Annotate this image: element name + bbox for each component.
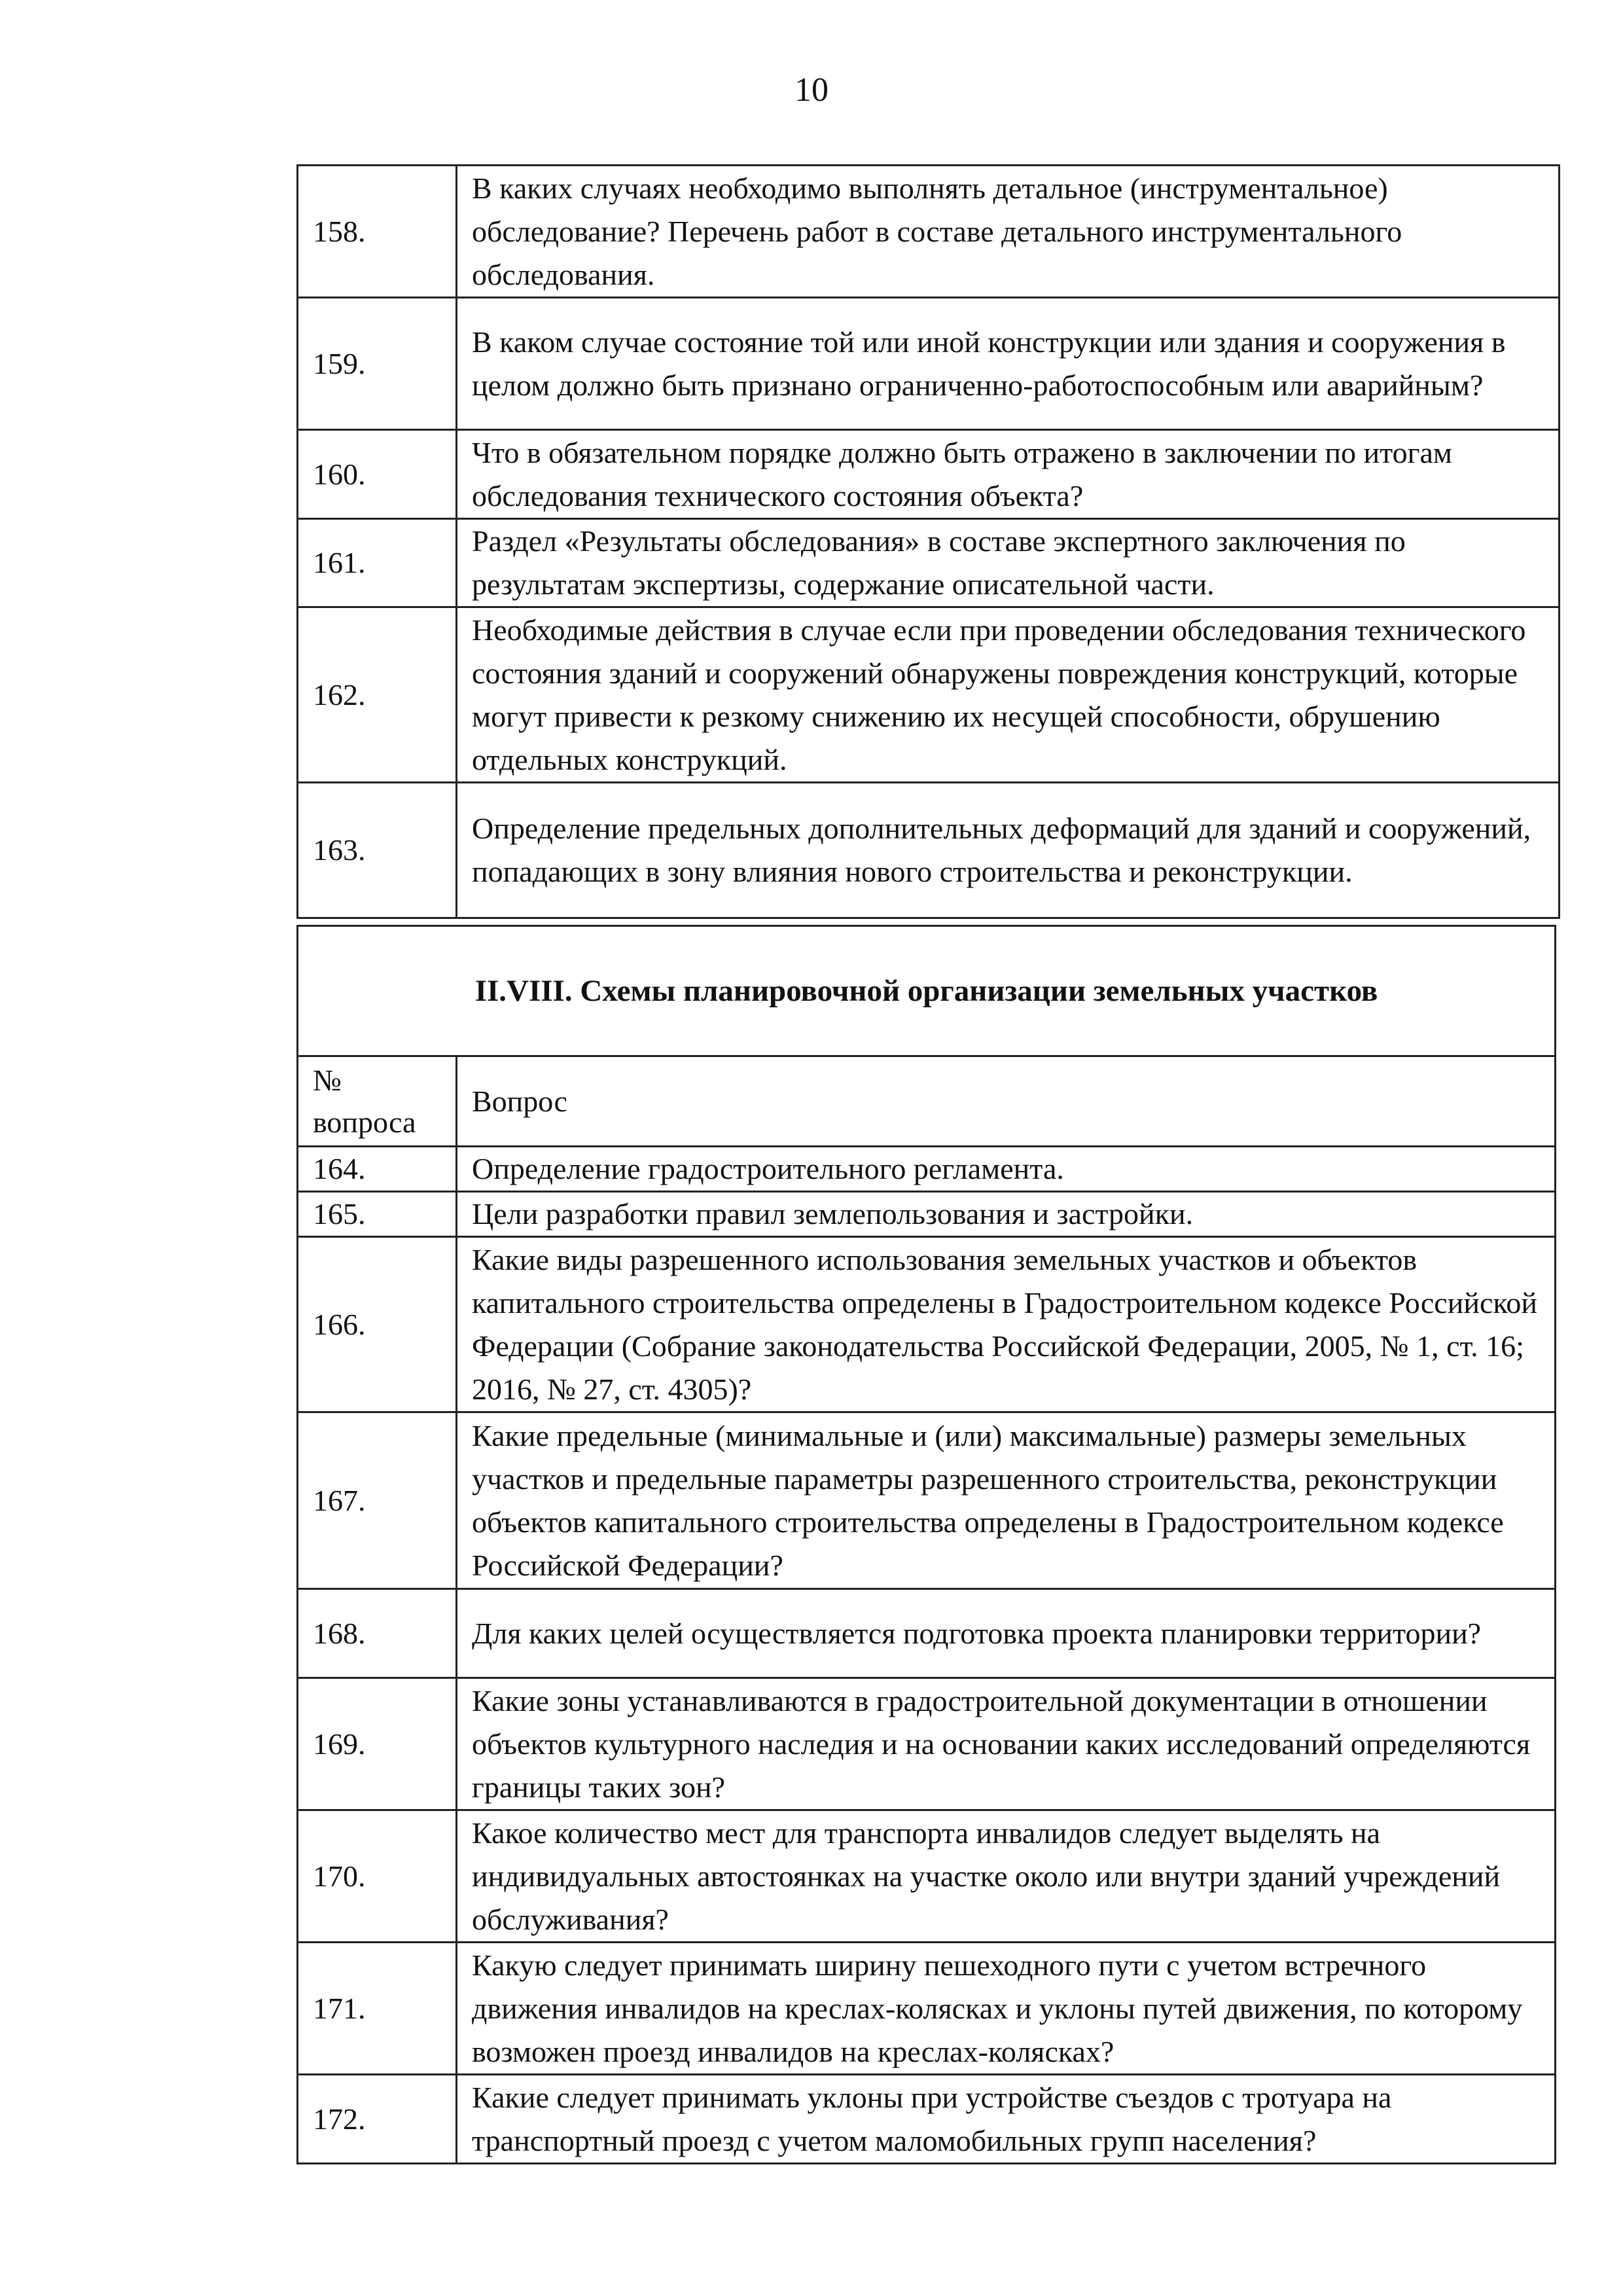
table-row bbox=[298, 298, 1560, 430]
table-row bbox=[298, 2075, 1556, 2164]
table-row bbox=[298, 1678, 1556, 1810]
question-text: Какие виды разрешенного использования земельных участков и объектов капитального строительства определены в Градостроительном кодексе Российской Федерации (Собрание законодательства Российской Федерации, 2005, № 1, ст. 16; 2016, № 27, ст. 4305)? bbox=[457, 1237, 1556, 1412]
table-row bbox=[298, 430, 1560, 519]
table-row bbox=[298, 166, 1560, 298]
question-text: Определение градостроительного регламента. bbox=[457, 1147, 1556, 1192]
question-number: 169. bbox=[298, 1678, 457, 1810]
question-number: 167. bbox=[298, 1412, 457, 1589]
question-text: Какие следует принимать уклоны при устройстве съездов с тротуара на транспортный проезд с учетом маломобильных групп населения? bbox=[457, 2075, 1556, 2164]
header-number-word: вопроса bbox=[313, 1105, 416, 1139]
question-number: 166. bbox=[298, 1237, 457, 1412]
section-title: II.VIII. Схемы планировочной организации земельных участков bbox=[298, 926, 1556, 1056]
table-row bbox=[298, 1237, 1556, 1412]
question-number: 159. bbox=[298, 298, 457, 430]
table-row bbox=[298, 1147, 1556, 1192]
table-row bbox=[298, 1589, 1556, 1678]
column-header-question: Вопрос bbox=[457, 1056, 1556, 1147]
question-number: 168. bbox=[298, 1589, 457, 1678]
question-text: Какие зоны устанавливаются в градостроительной документации в отношении объектов культурного наследия и на основании каких исследований определяются границы таких зон? bbox=[457, 1678, 1556, 1810]
question-number: 170. bbox=[298, 1810, 457, 1943]
question-text: Какую следует принимать ширину пешеходного пути с учетом встречного движения инвалидов на креслах-колясках и уклоны путей движения, по которому возможен проезд инвалидов на креслах-колясках? bbox=[457, 1943, 1556, 2075]
question-text: Для каких целей осуществляется подготовка проекта планировки территории? bbox=[457, 1589, 1556, 1678]
question-number: 161. bbox=[298, 519, 457, 607]
question-text: Цели разработки правил землепользования и застройки. bbox=[457, 1192, 1556, 1237]
questions-table-continued bbox=[296, 164, 1560, 919]
page-number: 10 bbox=[794, 71, 829, 109]
question-number: 165. bbox=[298, 1192, 457, 1237]
table-row bbox=[298, 1943, 1556, 2075]
question-number: 158. bbox=[298, 166, 457, 298]
question-number: 160. bbox=[298, 430, 457, 519]
question-text: В каком случае состояние той или иной конструкции или здания и сооружения в целом должно быть признано ограниченно-работоспособным или аварийным? bbox=[457, 298, 1560, 430]
table-row bbox=[298, 607, 1560, 783]
table-row bbox=[298, 519, 1560, 607]
question-number: 164. bbox=[298, 1147, 457, 1192]
table-row bbox=[298, 1412, 1556, 1589]
question-number: 172. bbox=[298, 2075, 457, 2164]
section-heading-row bbox=[298, 926, 1556, 1056]
column-header-number bbox=[298, 1056, 457, 1147]
table-row bbox=[298, 1192, 1556, 1237]
table-row bbox=[298, 1810, 1556, 1943]
header-number-sign: № bbox=[313, 1063, 342, 1097]
question-text: Необходимые действия в случае если при проведении обследования технического состояния зданий и сооружений обнаружены повреждения конструкций, которые могут привести к резкому снижению их несущей способности, обрушению отдельных конструкций. bbox=[457, 607, 1560, 783]
question-text: Какие предельные (минимальные и (или) максимальные) размеры земельных участков и предельные параметры разрешенного строительства, реконструкции объектов капитального строительства определены в Градостроительном кодексе Российской Федерации? bbox=[457, 1412, 1556, 1589]
table-row bbox=[298, 783, 1560, 918]
question-number: 171. bbox=[298, 1943, 457, 2075]
question-text: Какое количество мест для транспорта инвалидов следует выделять на индивидуальных автостоянках на участке около или внутри зданий учреждений обслуживания? bbox=[457, 1810, 1556, 1943]
question-text: В каких случаях необходимо выполнять детальное (инструментальное) обследование? Перечень работ в составе детального инструментального обследования. bbox=[457, 166, 1560, 298]
question-text: Раздел «Результаты обследования» в составе экспертного заключения по результатам экспертизы, содержание описательной части. bbox=[457, 519, 1560, 607]
question-text: Что в обязательном порядке должно быть отражено в заключении по итогам обследования технического состояния объекта? bbox=[457, 430, 1560, 519]
question-number: 162. bbox=[298, 607, 457, 783]
question-number: 163. bbox=[298, 783, 457, 918]
question-text: Определение предельных дополнительных деформаций для зданий и сооружений, попадающих в зону влияния нового строительства и реконструкции. bbox=[457, 783, 1560, 918]
questions-table-section bbox=[296, 925, 1556, 2164]
table-header-row bbox=[298, 1056, 1556, 1147]
